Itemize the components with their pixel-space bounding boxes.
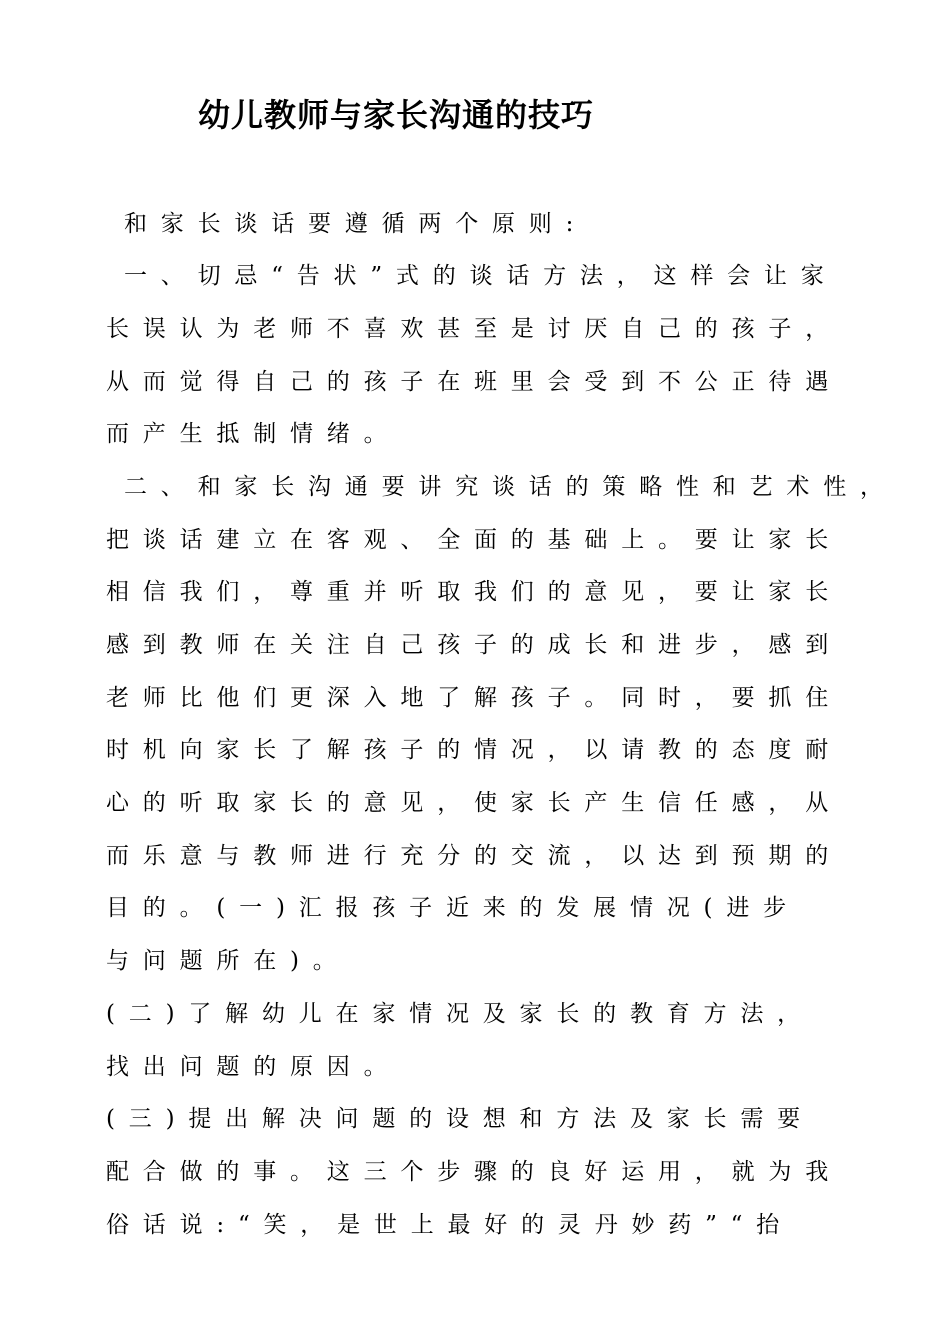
text-line: 与问题所在)。 — [106, 948, 350, 974]
text-line: 相信我们，尊重并听取我们的意见，要让家长 — [106, 579, 842, 605]
text-line: 老师比他们更深入地了解孩子。同时，要抓住 — [106, 685, 842, 711]
document-title: 幼儿教师与家长沟通的技巧 — [198, 96, 595, 134]
text-line: 而产生抵制情绪。 — [106, 421, 401, 447]
text-line: 而乐意与教师进行充分的交流，以达到预期的 — [106, 843, 842, 869]
text-line: 一、切忌“告状”式的谈话方法，这样会让家 — [124, 263, 838, 289]
text-line: 心的听取家长的意见，使家长产生信任感，从 — [106, 790, 842, 816]
text-line: 找出问题的原因。 — [106, 1054, 401, 1080]
text-line: 从而觉得自己的孩子在班里会受到不公正待遇 — [106, 369, 842, 395]
text-line: 目的。(一)汇报孩子近来的发展情况(进步 — [106, 895, 800, 921]
text-line: (三)提出解决问题的设想和方法及家长需要 — [106, 1106, 814, 1132]
text-line: 感到教师在关注自己孩子的成长和进步，感到 — [106, 632, 842, 658]
text-line: 俗话说:“笑，是世上最好的灵丹妙药”“抬 — [106, 1212, 794, 1238]
text-line: 时机向家长了解孩子的情况，以请教的态度耐 — [106, 737, 842, 763]
text-line: 和家长谈话要遵循两个原则: — [124, 211, 588, 237]
text-line: (二)了解幼儿在家情况及家长的教育方法， — [106, 1001, 814, 1027]
text-line: 二、和家长沟通要讲究谈话的策略性和艺术性， — [124, 474, 897, 500]
text-line: 配合做的事。这三个步骤的良好运用，就为我 — [106, 1159, 842, 1185]
text-line: 把谈话建立在客观、全面的基础上。要让家长 — [106, 527, 842, 553]
text-line: 长误认为老师不喜欢甚至是讨厌自己的孩子， — [106, 316, 842, 342]
